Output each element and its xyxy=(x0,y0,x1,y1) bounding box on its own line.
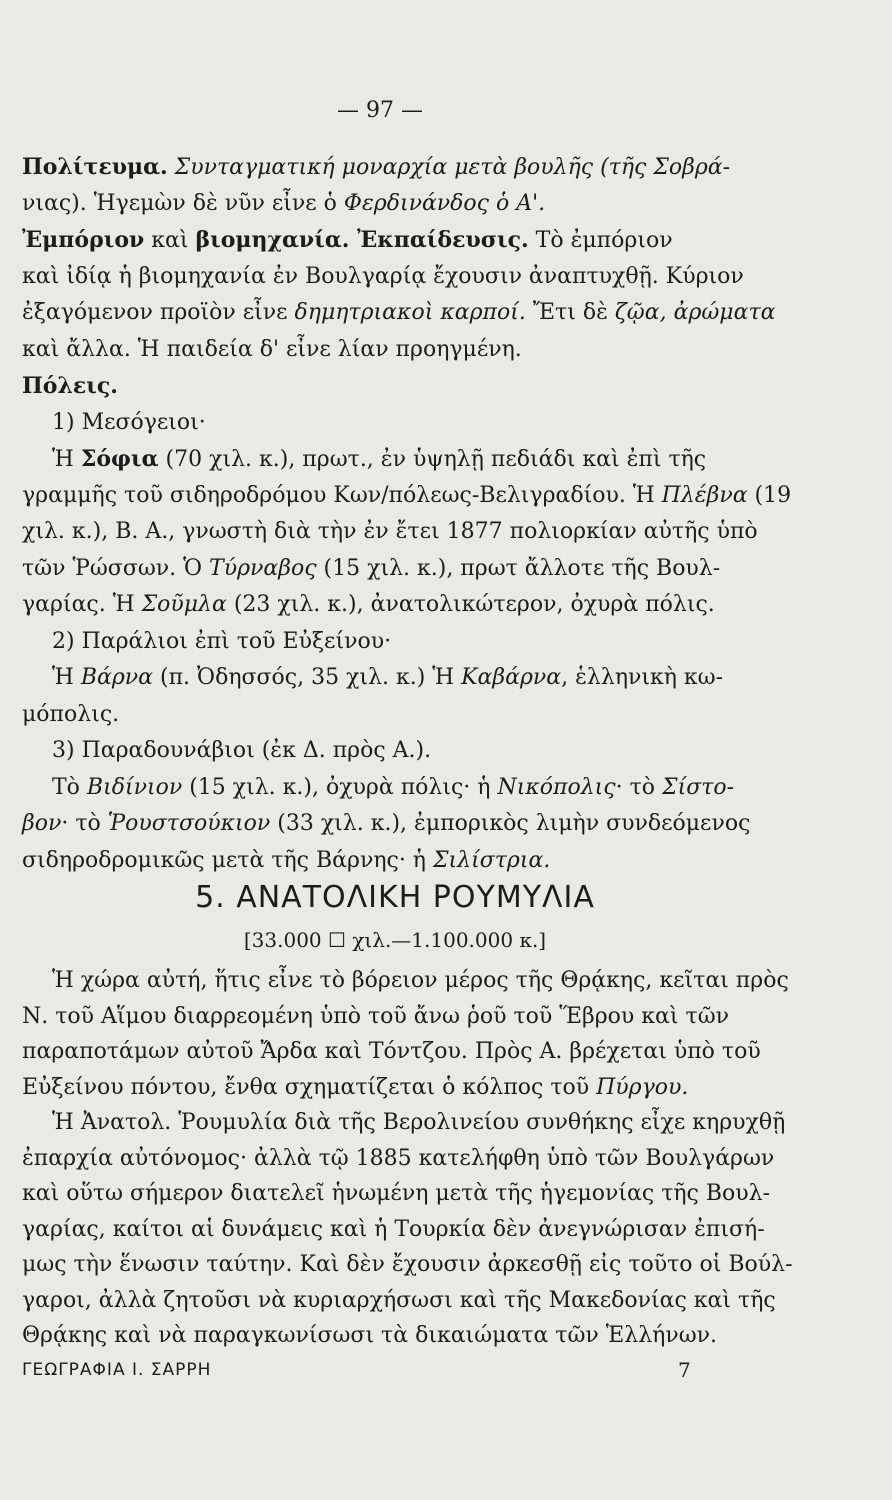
text-segment: Πύργου. xyxy=(596,1074,689,1100)
text-segment: (23 χιλ. κ.), ἀνατολικώτερον, ὀχυρὰ πόλις. xyxy=(226,592,715,617)
text-line xyxy=(22,296,776,330)
text-line xyxy=(52,442,762,476)
text-segment: βιομηχανία. Ἐκπαίδευσις. xyxy=(195,227,529,253)
text-segment: , ἑλληνικὴ κω- xyxy=(561,665,724,690)
text-segment: Νικόπολις xyxy=(497,774,616,800)
text-segment: Καβάρνα xyxy=(461,665,562,690)
text-line xyxy=(22,698,762,732)
text-segment: Πλέβνα xyxy=(661,482,748,508)
text-segment: καὶ ἄλλα. Ἡ παιδεία δ' εἶνε λίαν προηγμένη. xyxy=(22,336,522,362)
text-segment: Ἡ Ἀνατολ. Ῥουμυλία διὰ τῆς Βερολινείου συνθήκης εἶχε κηρυχθῇ xyxy=(52,1110,786,1135)
text-line xyxy=(22,1284,776,1318)
text-segment: Σιλίστρια. xyxy=(432,847,551,873)
text-line xyxy=(52,964,789,998)
text-segment: καὶ ἰδίᾳ ἡ βιομηχανία ἐν Βουλγαρίᾳ ἔχουσιν ἀναπτυχθῇ. Κύριον xyxy=(22,263,744,289)
text-segment: καὶ xyxy=(144,228,196,253)
text-segment: Πόλεις. xyxy=(22,373,118,399)
text-line xyxy=(22,552,762,586)
text-segment: ζῷα, ἀρώματα xyxy=(614,300,776,325)
text-segment: Ἡ xyxy=(52,447,81,472)
text-segment: καὶ οὕτω σήμερον διατελεῖ ἡνωμένη μετὰ τῆς ἡγεμονίας τῆς Βουλ- xyxy=(22,1181,771,1206)
text-line xyxy=(22,1177,771,1211)
text-line xyxy=(52,734,762,768)
text-segment: Σίστο- xyxy=(662,774,735,800)
text-segment: χιλ. κ.), Β. Α., γνωστὴ διὰ τὴν ἐν ἔτει 1877 πολιορκίαν αὐτῆς ὑπὸ xyxy=(22,519,758,544)
text-line xyxy=(22,187,762,221)
text-segment: (33 χιλ. κ.), ἐμπορικὸς λιμὴν συνδεόμενος xyxy=(270,811,751,836)
text-segment: Σόφια xyxy=(80,446,159,472)
text-line xyxy=(22,1035,762,1069)
text-line xyxy=(22,588,762,622)
text-segment: · τὸ xyxy=(615,774,663,800)
text-segment: βον xyxy=(22,811,62,836)
text-segment: Τὸ ἐμπόριον xyxy=(528,228,673,253)
text-segment: Ν. τοῦ Αἵμου διαρρεομένη ὑπὸ τοῦ ἄνω ῥοῦ τοῦ Ἕβρου καὶ τῶν xyxy=(22,1003,730,1029)
text-segment: (π. Ὀδησσός, 35 χιλ. κ.) Ἡ xyxy=(153,665,462,690)
text-line xyxy=(22,260,762,294)
text-segment: Τὸ xyxy=(52,774,87,800)
text-segment: · τὸ xyxy=(61,811,108,836)
section-title: 5. ΑΝΑΤΟΛΙΚΗ ΡΟΥΜΥΛΙΑ xyxy=(195,880,595,915)
text-segment: Ἡ xyxy=(52,665,81,690)
footer-sheet-number: 7 xyxy=(678,1358,691,1382)
text-segment: ἐξαγόμενον προϊὸν εἶνε xyxy=(22,300,295,325)
page-number: — 97 — xyxy=(337,98,423,123)
text-segment: Ἐμπόριον xyxy=(22,227,145,253)
text-line xyxy=(22,807,762,841)
text-line xyxy=(22,333,762,367)
text-line xyxy=(52,771,762,805)
text-line xyxy=(52,406,762,440)
text-line xyxy=(22,1213,765,1247)
text-segment: Σοῦμλα xyxy=(141,592,227,617)
text-segment: 1) Μεσόγειοι· xyxy=(52,409,206,435)
text-line xyxy=(22,479,792,513)
text-segment: παραποτάμων αὐτοῦ Ἄρδα καὶ Τόντζου. Πρὸς Α. βρέχεται ὑπὸ τοῦ xyxy=(22,1039,761,1064)
footer-signature: ΓΕΩΓΡΑΦΙΑ Ι. ΣΑΡΡΗ xyxy=(22,1360,212,1380)
text-line xyxy=(22,1319,762,1353)
text-segment: Ῥουστσούκιον xyxy=(107,811,271,836)
text-line xyxy=(22,1071,762,1105)
text-segment: γαροι, ἀλλὰ ζητοῦσι νὰ κυριαρχήσωσι καὶ τῆς Μακεδονίας καὶ τῆς xyxy=(22,1287,776,1313)
text-segment: 3) Παραδουνάβιοι (ἐκ Δ. πρὸς Α.). xyxy=(52,738,432,763)
text-segment: τῶν Ῥώσσων. Ὁ xyxy=(22,555,210,581)
text-segment: Τύρναβος xyxy=(209,555,317,581)
text-segment: γαρίας. Ἡ xyxy=(22,592,142,617)
text-segment: Βάρνα xyxy=(80,665,154,690)
section-subtitle: [33.000 ☐ χιλ.—1.100.000 κ.] xyxy=(243,928,547,952)
text-segment: 2) Παράλιοι ἐπὶ τοῦ Εὐξείνου· xyxy=(52,628,392,654)
text-line xyxy=(22,515,762,549)
text-segment: μόπολις. xyxy=(22,701,120,727)
text-segment: (19 xyxy=(747,482,792,508)
text-segment: γαρίας, καίτοι αἱ δυνάμεις καὶ ἡ Τουρκία δὲν ἀνεγνώρισαν ἐπισή- xyxy=(22,1216,765,1242)
text-segment: ἐπαρχία αὐτόνομος· ἀλλὰ τῷ 1885 κατελήφθη ὑπὸ τῶν Βουλγάρων xyxy=(22,1145,775,1171)
text-segment: Φερδινάνδος ὁ Α'. xyxy=(343,190,546,216)
text-line xyxy=(52,661,762,695)
text-segment: μως τὴν ἕνωσιν ταύτην. Καὶ δὲν ἔχουσιν ἀρκεσθῇ εἰς τοῦτο οἱ Βούλ- xyxy=(22,1252,793,1277)
text-segment: (15 χιλ. κ.), ὀχυρὰ πόλις· ἡ xyxy=(182,774,498,800)
text-segment: γραμμῆς τοῦ σιδηροδρόμου Κων/πόλεως-Βελιγραδίου. Ἡ xyxy=(22,482,662,508)
text-segment: (70 χιλ. κ.), πρωτ., ἐν ὑψηλῇ πεδιάδι καὶ ἐπὶ τῆς xyxy=(158,447,707,472)
text-segment: Συνταγματική μοναρχία μετὰ βουλῆς (τῆς Σοβρά- xyxy=(167,155,731,180)
text-segment: Θρᾴκης καὶ νὰ παραγκωνίσωσι τὰ δικαιώματα τῶν Ἑλλήνων. xyxy=(22,1323,718,1348)
text-line xyxy=(22,844,762,878)
text-line xyxy=(22,150,762,184)
text-line xyxy=(22,1248,793,1282)
text-segment: Πολίτευμα. xyxy=(22,154,168,180)
text-line xyxy=(22,223,762,257)
text-line xyxy=(52,1106,786,1140)
text-segment: Εὐξείνου πόντου, ἔνθα σχηματίζεται ὁ κόλπος τοῦ xyxy=(22,1074,597,1100)
text-line xyxy=(52,625,762,659)
text-segment: Βιδίνιον xyxy=(86,774,183,800)
text-segment: νιας). Ἡγεμὼν δὲ νῦν εἶνε ὁ xyxy=(22,190,344,216)
text-segment: δημητριακοὶ καρποί. xyxy=(294,300,526,325)
text-segment: σιδηροδρομικῶς μετὰ τῆς Βάρνης· ἡ xyxy=(22,847,433,873)
text-line xyxy=(22,1000,762,1034)
text-line xyxy=(22,1142,775,1176)
text-line xyxy=(22,369,762,403)
text-segment: Ἔτι δὲ xyxy=(525,300,615,325)
text-segment: Ἡ χώρα αὐτή, ἥτις εἶνε τὸ βόρειον μέρος τῆς Θρᾴκης, κεῖται πρὸς xyxy=(52,968,789,993)
text-segment: (15 χιλ. κ.), πρωτ ἄλλοτε τῆς Βουλ- xyxy=(316,555,721,581)
